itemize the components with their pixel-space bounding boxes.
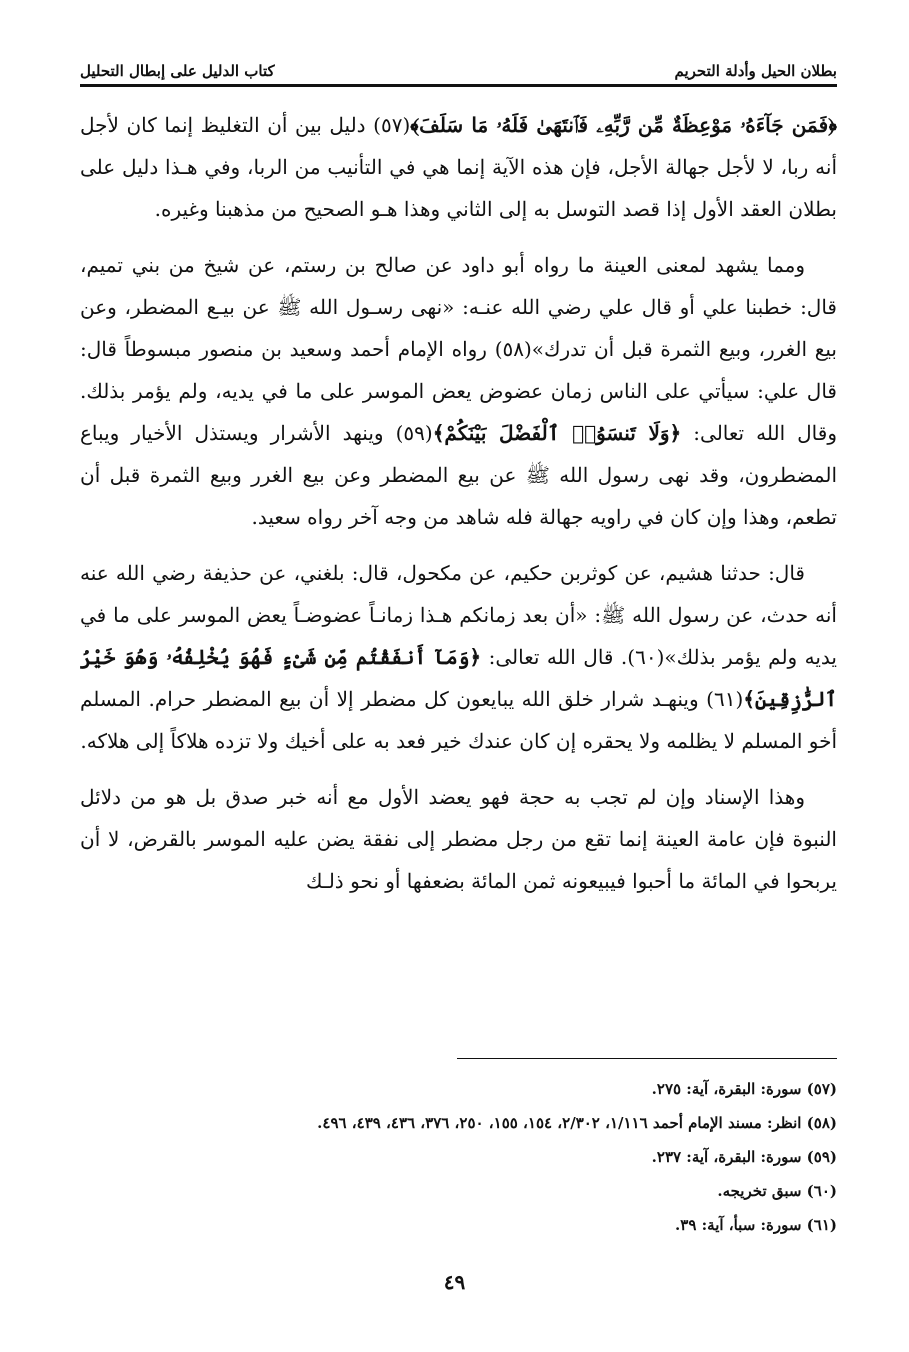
paragraph-1 [80,104,837,230]
paragraph-4 [80,776,837,902]
header-right-title: بطلان الحيل وأدلة التحريم [674,62,837,80]
paragraph-text-continued: (٦١) وينهـد شرار خلق الله يبايعون كل مضطر إلا أن بيع المضطر حرام. المسلم أخو المسلم لا يظلمه ولا يحقره إن كان عندك خير فعد به على أخيك ولا تزده هلاكاً إلى هلاكه. [80,687,837,753]
quran-verse: ﴿وَلَا تَنسَوُا۟ ٱلْفَضْلَ بَيْنَكُمْ﴾ [432,421,682,445]
main-text [80,104,837,916]
footnote-60: (٦٠) سبق تخريجه. [717,1182,837,1200]
page-number: ٤٩ [443,1270,466,1294]
footnotes [80,1072,837,1242]
footnote-57: (٥٧) سورة: البقرة، آية: ٢٧٥. [651,1080,837,1098]
footnote-divider [457,1058,837,1059]
paragraph-text: (٥٧) دليل بين أن التغليظ إنما كان لأجل أنه ربا، لا لأجل جهالة الأجل، فإن هذه الآية إنما هي في التأنيب من الربا، وفي هـذا دليل على بطلان العقد الأول إذا قصد التوسل به إلى الثاني وهذا هـو الصحيح من مذهبنا وغيره. [80,113,837,221]
paragraph-2 [80,244,837,538]
footnote-59: (٥٩) سورة: البقرة، آية: ٢٣٧. [651,1148,837,1166]
footnote-58: (٥٨) انظر: مسند الإمام أحمد ١/١١٦، ٢/٣٠٢، ١٥٤، ١٥٥، ٢٥٠، ٣٧٦، ٤٣٦، ٤٣٩، ٤٩٦. [317,1114,837,1132]
paragraph-text-continued: (٥٩) وينهد الأشرار ويستذل الأخيار ويباع المضطرون، وقد نهى رسول الله ﷺ عن بيع المضطر وعن بيع الغرر وبيع الثمرة قبل أن تطعم، وهذا وإن كان في راويه جهالة فله شاهد من وجه آخر رواه سعيد. [80,421,837,529]
header-left-title: كتاب الدليل على إبطال التحليل [80,62,275,80]
paragraph-text: وهذا الإسناد وإن لم تجب به حجة فهو يعضد الأول مع أنه خبر صدق بل هو من دلائل النبوة فإن عامة العينة إنما تقع من رجل مضطر إلى نفقة يضن عليه الموسر بالقرض، لا أن يربحوا في المائة ما أحبوا فيبيعونه ثمن المائة بضعفها أو نحو ذلـك [80,785,837,893]
quran-verse: ﴿فَمَن جَآءَهُۥ مَوْعِظَةٌ مِّن رَّبِّهِۦ فَٱنتَهَىٰ فَلَهُۥ مَا سَلَفَ﴾ [410,113,837,137]
running-header [80,44,837,80]
footnote-61: (٦١) سورة: سبأ، آية: ٣٩. [675,1216,837,1234]
paragraph-3 [80,552,837,762]
quran-verse: ﴿وَمَآ أَنفَقْتُم مِّن شَىْءٍ فَهُوَ يُخْلِفُهُۥ وَهُوَ خَيْرُ ٱلرَّٰزِقِينَ﴾ [80,645,837,711]
header-divider [80,84,837,87]
paragraph-text: قال: حدثنا هشيم، عن كوثربن حكيم، عن مكحول، قال: بلغني، عن حذيفة رضي الله عنه أنه حدث، عن رسول الله ﷺ: «أن بعد زمانكم هـذا زمانـاً عضوضـاً يعض الموسر على ما في يديه ولم يؤمر بذلك»(٦٠). قال الله تعالى: [80,561,837,669]
paragraph-text: ومما يشهد لمعنى العينة ما رواه أبو داود عن صالح بن رستم، عن شيخ من بني تميم، قال: خطبنا علي أو قال علي رضي الله عنـه: «نهى رسـول الله ﷺ عن بيـع المضطر، وعن بيع الغرر، وبيع الثمرة قبل أن تدرك»(٥٨) رواه الإمام أحمد وسعيد بن منصور مبسوطاً قال: قال علي: سيأتي على الناس زمان عضوض يعض الموسر على ما في يديه، ولم يؤمر بذلك. وقال الله تعالى: [80,253,837,445]
